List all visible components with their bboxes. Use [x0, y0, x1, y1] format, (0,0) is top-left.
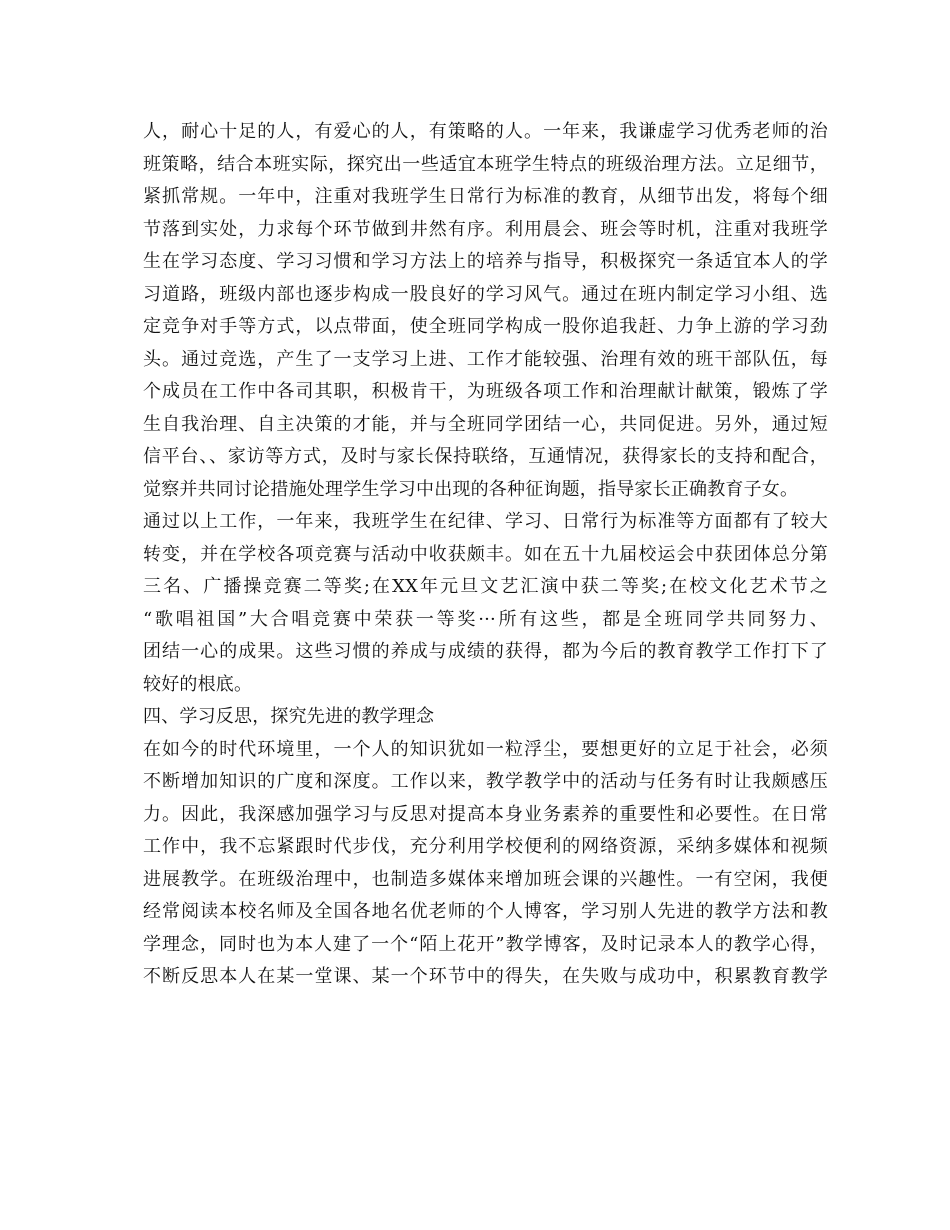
text-line: 力。因此，我深感加强学习与反思对提高本身业务素养的重要性和必要性。在日常: [143, 803, 828, 825]
paragraph-class-management: [143, 116, 828, 506]
text-line: 较好的根底。: [143, 673, 253, 695]
text-line: 头。通过竞选，产生了一支学习上进、工作才能较强、治理有效的班干部队伍，每: [143, 348, 828, 370]
text-line: 不断反思本人在某一堂课、某一个环节中的得失，在失败与成功中，积累教育教学: [143, 966, 828, 987]
text-line: 进展教学。在班级治理中，也制造多媒体来增加班会课的兴趣性。一有空闲，我便: [143, 868, 828, 890]
text-line: 信平台、、家访等方式，及时与家长保持联络，互通情况，获得家长的支持和配合，: [143, 446, 828, 467]
text-line: 生在学习态度、学习习惯和学习方法上的培养与指导，积极探究一条适宜本人的学: [143, 251, 828, 272]
text-line: 工作中，我不忘紧跟时代步伐，充分利用学校便利的网络资源，采纳多媒体和视频: [143, 836, 828, 857]
text-line: 定竞争对手等方式，以点带面，使全班同学构成一股你追我赶、力争上游的学习劲: [143, 316, 828, 337]
text-line: 紧抓常规。一年中，注重对我班学生日常行为标准的教育，从细节出发，将每个细: [143, 186, 828, 207]
text-line: 经常阅读本校名师及全国各地名优老师的个人博客，学习别人先进的教学方法和教: [143, 901, 828, 922]
paragraph-achievements: [143, 506, 828, 701]
text-line: 节落到实处，力求每个环节做到井然有序。利用晨会、班会等时机，注重对我班学: [143, 218, 828, 240]
text-line: 人，耐心十足的人，有爱心的人，有策略的人。一年来，我谦虚学习优秀老师的治: [143, 121, 828, 142]
text-line: 转变，并在学校各项竞赛与活动中收获颇丰。如在五十九届校运会中获团体总分第: [143, 543, 828, 565]
text-line: 生自我治理、自主决策的才能，并与全班同学团结一心，共同促进。另外，通过短: [143, 413, 828, 435]
text-line: “歌唱祖国”大合唱竞赛中荣获一等奖···所有这些，都是全班同学共同努力、: [143, 608, 828, 630]
text-line: 觉察并共同讨论措施处理学生学习中出现的各种征询题，指导家长正确教育子女。: [143, 478, 799, 500]
text-line: 通过以上工作，一年来，我班学生在纪律、学习、日常行为标准等方面都有了较大: [143, 511, 828, 532]
text-line: 三名、广播操竞赛二等奖;在XX年元旦文艺汇演中获二等奖;在校文化艺术节之: [143, 576, 828, 597]
text-line: 个成员在工作中各司其职，积极肯干，为班级各项工作和治理献计献策，锻炼了学: [143, 381, 828, 402]
text-line: 学理念，同时也为本人建了一个“陌上花开”教学博客，及时记录本人的教学心得，: [143, 933, 828, 955]
document-body: [143, 116, 828, 994]
text-line: 团结一心的成果。这些习惯的养成与成绩的获得，都为今后的教育教学工作打下了: [143, 641, 828, 662]
section-heading: 四、学习反思，探究先进的教学理念: [143, 706, 435, 727]
text-line: 在如今的时代环境里，一个人的知识犹如一粒浮尘，要想更好的立足于社会，必须: [143, 738, 828, 760]
paragraph-reflection: [143, 734, 828, 994]
text-line: 习道路，班级内部也逐步构成一股良好的学习风气。通过在班内制定学习小组、选: [143, 283, 828, 305]
text-line: 班策略，结合本班实际，探究出一些适宜本班学生特点的班级治理方法。立足细节，: [143, 153, 828, 175]
text-line: 不断增加知识的广度和深度。工作以来，教学教学中的活动与任务有时让我颇感压: [143, 771, 828, 792]
